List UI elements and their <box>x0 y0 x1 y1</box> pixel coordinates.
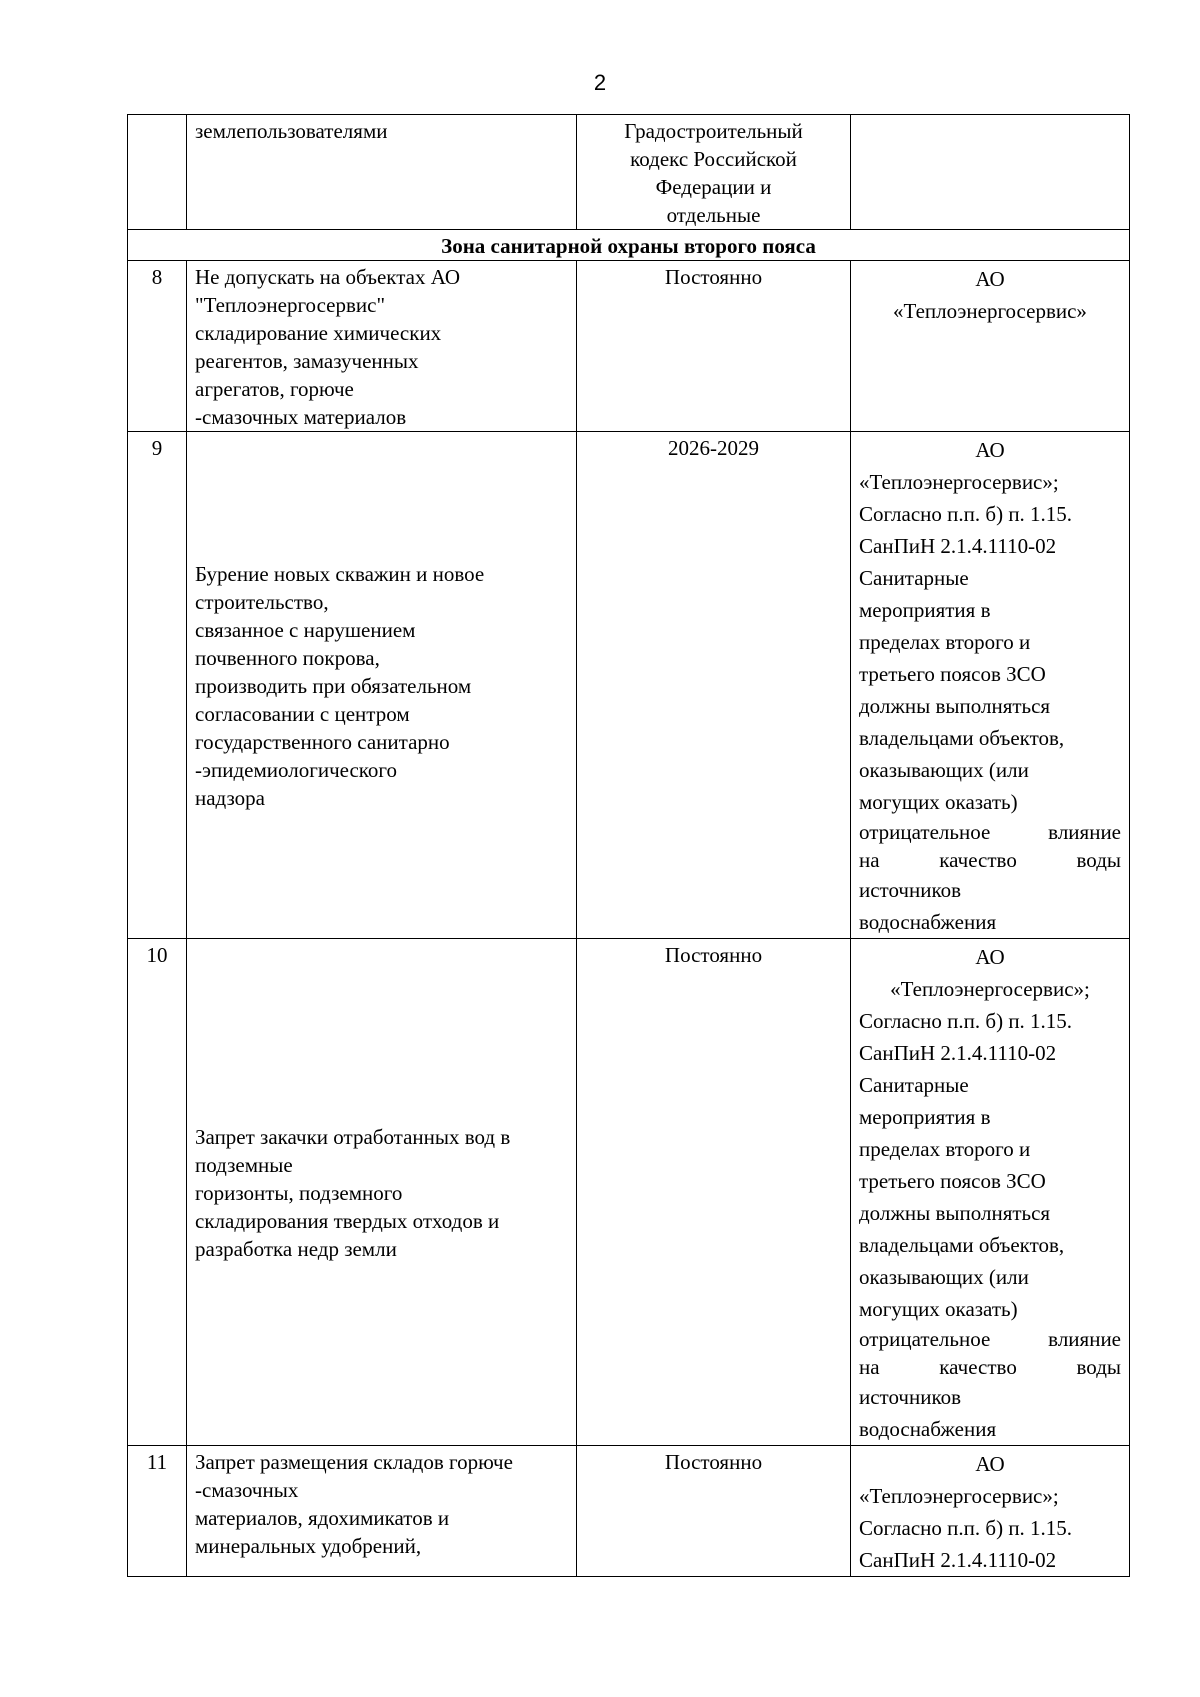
action-line: горизонты, подземного <box>195 1181 403 1205</box>
action-line: землепользователями <box>195 119 388 143</box>
action-line: Запрет размещения складов горюче <box>195 1450 513 1474</box>
responsible-line: АО <box>975 945 1005 969</box>
action-line: агрегатов, горюче <box>195 377 354 401</box>
responsible-line: Согласно п.п. б) п. 1.15. <box>859 502 1073 526</box>
responsible-line: Согласно п.п. б) п. 1.15. <box>859 1009 1073 1033</box>
action-line: разработка недр земли <box>195 1237 397 1261</box>
action-line: Не допускать на объектах АО <box>195 265 461 289</box>
responsible-cell <box>851 115 1130 230</box>
table-row <box>128 115 1130 230</box>
section-title: Зона санитарной охраны второго пояса <box>128 230 1130 261</box>
responsible-line: АО <box>975 1452 1005 1476</box>
action-line: подземные <box>195 1153 293 1177</box>
responsible-line: отрицательное влияние <box>859 1327 1121 1351</box>
responsible-cell <box>851 1446 1130 1577</box>
responsible-line: могущих оказать) <box>859 790 1018 814</box>
term-cell: 2026-2029 <box>577 432 851 939</box>
action-line: -эпидемиологического <box>195 758 398 782</box>
term-cell: Постоянно <box>577 1446 851 1577</box>
action-line: складирования твердых отходов и <box>195 1209 500 1233</box>
term-line: Градостроительный <box>624 119 803 143</box>
responsible-line: АО <box>975 267 1005 291</box>
action-cell <box>187 115 577 230</box>
responsible-line: владельцами объектов, <box>859 1233 1065 1257</box>
responsible-line: оказывающих (или <box>859 1265 1029 1289</box>
row-number: 8 <box>128 261 187 432</box>
responsible-line: СанПиН 2.1.4.1110-02 <box>859 534 1057 558</box>
responsible-line: должны выполняться <box>859 1201 1051 1225</box>
table-row <box>128 1446 1130 1577</box>
action-line: -смазочных материалов <box>195 405 407 429</box>
table-row <box>128 261 1130 432</box>
action-line: Запрет закачки отработанных вод в <box>195 1125 511 1149</box>
responsible-line: могущих оказать) <box>859 1297 1018 1321</box>
term-line: Федерации и <box>655 175 772 199</box>
table-row <box>128 939 1130 1446</box>
row-number: 9 <box>128 432 187 939</box>
table-row <box>128 432 1130 939</box>
responsible-line: «Теплоэнергосервис»; <box>859 1484 1059 1508</box>
responsible-line: оказывающих (или <box>859 758 1029 782</box>
row-number-cell <box>128 115 187 230</box>
measures-table <box>127 114 1130 1577</box>
action-line: -смазочных <box>195 1478 299 1502</box>
responsible-line: Санитарные <box>859 566 969 590</box>
term-line: отдельные <box>666 203 761 227</box>
action-line: материалов, ядохимикатов и <box>195 1506 450 1530</box>
action-cell <box>187 1446 577 1577</box>
responsible-line: должны выполняться <box>859 694 1051 718</box>
responsible-line: «Теплоэнергосервис»; <box>859 470 1059 494</box>
action-cell <box>187 261 577 432</box>
term-cell: Постоянно <box>577 261 851 432</box>
responsible-line: владельцами объектов, <box>859 726 1065 750</box>
responsible-cell <box>851 939 1130 1446</box>
action-line: "Теплоэнергосервис" <box>195 293 386 317</box>
responsible-line: пределах второго и <box>859 1137 1031 1161</box>
responsible-line: мероприятия в <box>859 1105 991 1129</box>
action-line: реагентов, замазученных <box>195 349 419 373</box>
responsible-line: мероприятия в <box>859 598 991 622</box>
action-line: почвенного покрова, <box>195 646 380 670</box>
action-line: Бурение новых скважин и новое <box>195 562 485 586</box>
responsible-line: на качество воды <box>859 1355 1121 1379</box>
responsible-line: на качество воды <box>859 848 1121 872</box>
row-number: 11 <box>128 1446 187 1577</box>
action-line: связанное с нарушением <box>195 618 416 642</box>
responsible-line: АО <box>975 438 1005 462</box>
term-line: кодекс Российской <box>630 147 797 171</box>
page-number: 2 <box>593 70 607 95</box>
action-line: минеральных удобрений, <box>195 1534 422 1558</box>
responsible-line: СанПиН 2.1.4.1110-02 <box>859 1548 1057 1572</box>
action-line: согласовании с центром <box>195 702 410 726</box>
responsible-line: отрицательное влияние <box>859 820 1121 844</box>
responsible-line: Санитарные <box>859 1073 969 1097</box>
term-cell <box>577 115 851 230</box>
responsible-line: водоснабжения <box>859 1417 997 1441</box>
responsible-line: «Теплоэнергосервис» <box>893 299 1087 323</box>
responsible-line: «Теплоэнергосервис»; <box>890 977 1090 1001</box>
responsible-line: пределах второго и <box>859 630 1031 654</box>
responsible-line: СанПиН 2.1.4.1110-02 <box>859 1041 1057 1065</box>
responsible-cell <box>851 432 1130 939</box>
term-cell: Постоянно <box>577 939 851 1446</box>
action-cell <box>187 432 577 939</box>
action-line: складирование химических <box>195 321 442 345</box>
action-line: надзора <box>195 786 265 810</box>
responsible-line: источников <box>859 1385 962 1409</box>
responsible-line: третьего поясов ЗСО <box>859 1169 1046 1193</box>
responsible-line: Согласно п.п. б) п. 1.15. <box>859 1516 1073 1540</box>
row-number: 10 <box>128 939 187 1446</box>
action-line: производить при обязательном <box>195 674 472 698</box>
action-line: строительство, <box>195 590 329 614</box>
action-line: государственного санитарно <box>195 730 450 754</box>
responsible-line: водоснабжения <box>859 910 997 934</box>
section-header-row <box>128 230 1130 261</box>
action-cell <box>187 939 577 1446</box>
responsible-cell <box>851 261 1130 432</box>
responsible-line: источников <box>859 878 962 902</box>
responsible-line: третьего поясов ЗСО <box>859 662 1046 686</box>
